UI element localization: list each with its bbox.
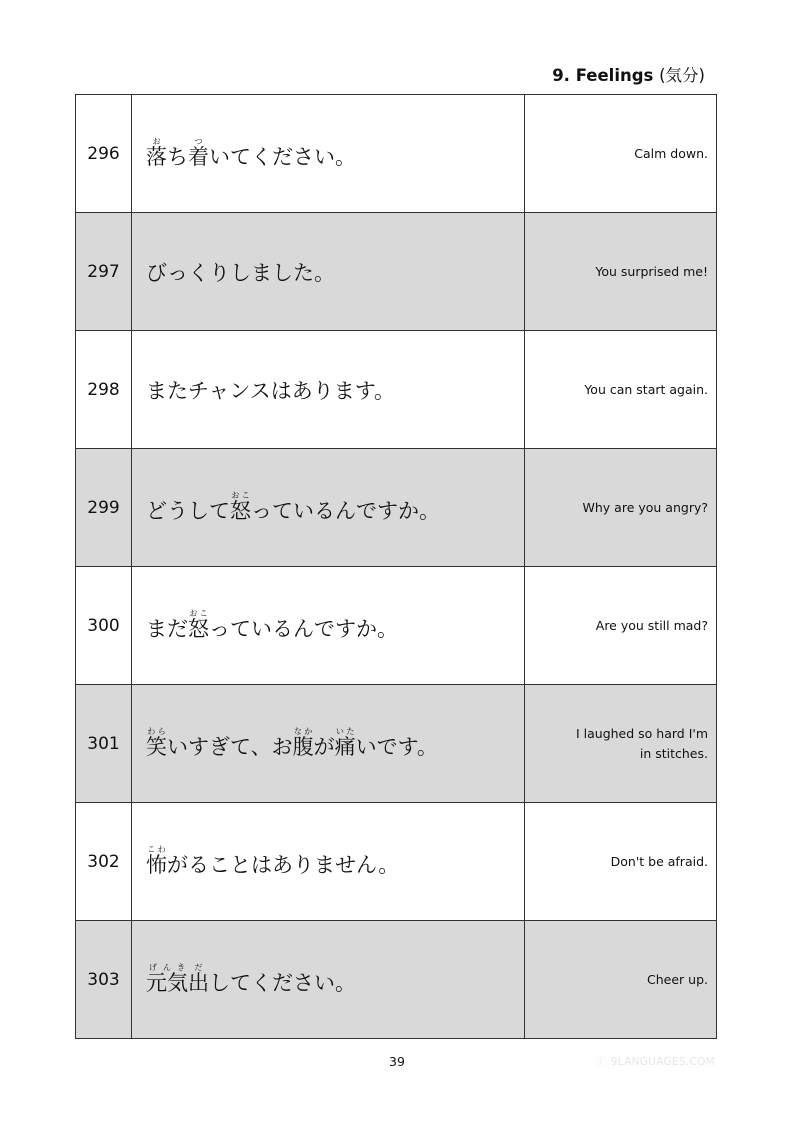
furigana-word (146, 844, 167, 877)
section-title (552, 62, 705, 86)
japanese-phrase (132, 449, 525, 567)
japanese-phrase (132, 803, 525, 921)
furigana-reading: わら (146, 726, 167, 736)
kana-text: ち (167, 144, 188, 169)
section-label: 9. Feelings (552, 66, 660, 85)
english-translation: Are you still mad? (525, 567, 717, 685)
kana-text: またチャンスはあります。 (146, 378, 396, 403)
phrase-row (76, 567, 717, 685)
furigana-reading: いた (334, 726, 356, 736)
phrase-table (75, 94, 717, 1039)
kana-text: してください。 (209, 970, 356, 995)
phrase-number: 297 (76, 213, 132, 331)
kana-text: いてください。 (209, 144, 356, 169)
english-translation: Calm down. (525, 95, 717, 213)
phrase-row (76, 213, 717, 331)
kanji-base: 怖 (146, 852, 167, 877)
japanese-phrase (132, 567, 525, 685)
kana-text: っているんですか。 (209, 616, 398, 641)
kanji-base: 落 (146, 144, 167, 169)
english-translation: I laughed so hard I'm in stitches. (525, 685, 717, 803)
japanese-phrase (132, 685, 525, 803)
phrase-number: 301 (76, 685, 132, 803)
phrase-row (76, 921, 717, 1039)
japanese-phrase (132, 213, 525, 331)
furigana-word (334, 726, 356, 759)
kanji-base: 痛 (334, 734, 356, 759)
kana-text: が (313, 734, 335, 759)
section-kanji: (気分) (659, 66, 705, 85)
kanji-base: 怒 (188, 616, 209, 641)
furigana-word (230, 490, 251, 523)
english-translation: You surprised me! (525, 213, 717, 331)
phrase-number: 303 (76, 921, 132, 1039)
kanji-base: 怒 (230, 498, 251, 523)
english-translation: Don't be afraid. (525, 803, 717, 921)
furigana-word (146, 962, 188, 995)
phrase-row (76, 95, 717, 213)
furigana-word (146, 136, 167, 169)
kana-text: まだ (146, 616, 188, 641)
japanese-phrase (132, 921, 525, 1039)
kana-text: びっくりしました。 (146, 260, 335, 285)
furigana-word (188, 962, 209, 995)
furigana-reading: つ (188, 136, 209, 146)
phrase-number: 296 (76, 95, 132, 213)
phrase-number: 302 (76, 803, 132, 921)
kanji-base: 腹 (292, 734, 314, 759)
kanji-base: 元気 (146, 970, 188, 995)
furigana-word (146, 726, 167, 759)
kanji-base: 着 (188, 144, 209, 169)
kana-text: いです。 (355, 734, 438, 759)
phrase-table-body (76, 95, 717, 1039)
phrase-row (76, 803, 717, 921)
japanese-phrase (132, 95, 525, 213)
phrase-number: 298 (76, 331, 132, 449)
kanji-base: 笑 (146, 734, 167, 759)
phrase-row (76, 449, 717, 567)
furigana-reading: げんき (146, 962, 188, 972)
furigana-reading: おこ (188, 608, 209, 618)
kana-text: がることはありません。 (167, 852, 400, 877)
english-translation: Cheer up. (525, 921, 717, 1039)
japanese-phrase (132, 331, 525, 449)
kanji-base: 出 (188, 970, 209, 995)
furigana-reading: お (146, 136, 167, 146)
phrase-number: 299 (76, 449, 132, 567)
phrase-row (76, 685, 717, 803)
kana-text: っているんですか。 (251, 498, 440, 523)
copyright-watermark: ⓒ 9LANGUAGES.COM (596, 1056, 715, 1068)
phrase-row (76, 331, 717, 449)
english-translation: You can start again. (525, 331, 717, 449)
furigana-reading: こわ (146, 844, 167, 854)
kana-text: どうして (146, 498, 230, 523)
furigana-reading: だ (188, 962, 209, 972)
furigana-word (188, 608, 209, 641)
kana-text: いすぎて、お (167, 734, 293, 759)
furigana-word (292, 726, 314, 759)
english-translation: Why are you angry? (525, 449, 717, 567)
phrase-number: 300 (76, 567, 132, 685)
page-number: 39 (389, 1054, 405, 1069)
furigana-word (188, 136, 209, 169)
furigana-reading: なか (292, 726, 314, 736)
furigana-reading: おこ (230, 490, 251, 500)
